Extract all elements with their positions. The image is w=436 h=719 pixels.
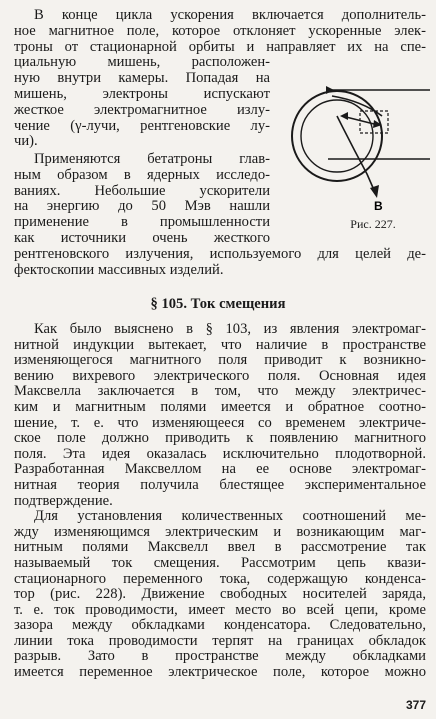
text-line: называемый ток смещения. Рассмотрим цепь квази- xyxy=(14,554,426,571)
section-heading: § 105. Ток смещения xyxy=(150,296,286,312)
text-line: фектоскопии массивных изделий. xyxy=(14,261,224,278)
text-line: изменяющегося магнитного поля приводит к возникно- xyxy=(14,352,426,369)
text-line: чение (γ-лучи, рентгеновские лу- xyxy=(14,117,270,134)
text-line: как источники очень жесткого xyxy=(14,229,270,246)
text-line: ное магнитное поле, которое отклоняет ускоренные элек- xyxy=(14,22,426,39)
text-line: ким и магнитным полями имеется и обратное соотно- xyxy=(14,398,426,415)
section-body xyxy=(14,322,426,681)
text-line: имеется переменное электрическое поле, которое можно xyxy=(14,664,426,681)
text-line: нитной индукции вытекает, что наличие в пространстве xyxy=(14,336,426,353)
text-line: ную внутри камеры. Попадая на xyxy=(14,70,270,87)
text-line: поля. Эта идея оказалась исключительно плодотворной. xyxy=(14,445,426,462)
text-line: Применяются бетатроны глав- xyxy=(34,151,270,167)
text-line: троны от стационарной орбиты и направляет их на спе- xyxy=(14,38,426,55)
text-line: вению вихревого электрического поля. Основная идея xyxy=(14,367,426,384)
text-line: Разработанная Максвеллом на ее основе электромаг- xyxy=(14,461,426,478)
text-line: циальную мишень, расположен- xyxy=(14,54,270,71)
text-line: нитным полями Максвелл ввел в рассмотрение так xyxy=(14,539,426,556)
text-line: Максвелла заключается в том, что между электричес- xyxy=(14,383,426,400)
text-line: нитная теория получила блестящее экспериментальное xyxy=(14,476,426,493)
text-line: ным образом в ядерных исследо- xyxy=(14,166,270,183)
text-line: применение в промышленности xyxy=(14,214,270,231)
figure-caption: Рис. 227. xyxy=(350,217,396,231)
text-line: шение, т. е. что изменяющееся со временем электриче- xyxy=(14,414,426,431)
text-line: Для установления количественных соотношений ме- xyxy=(34,508,426,525)
text-line: В конце цикла ускорения включается дополнитель- xyxy=(34,7,426,23)
text-line: линии тока проводимости терпят на границах обкладок xyxy=(14,632,426,649)
text-line: разрыв. Зато в пространстве между обкладками xyxy=(14,648,426,665)
text-line: т. е. ток проводимости, имеет место во всей цепи, кроме xyxy=(14,601,426,618)
text-line: подтверждение. xyxy=(14,492,113,509)
text-line: ваниях. Небольшие ускорители xyxy=(14,182,270,199)
text-line: зазора между обкладками конденсатора. Следовательно, xyxy=(14,617,426,634)
text-line: жду изменяющимся электрическим и возникающим маг- xyxy=(14,523,426,540)
label-b: B xyxy=(374,199,383,213)
text-line: стационарного переменного тока, содержащую конденса- xyxy=(14,570,426,587)
text-line: мишень, электроны испускают xyxy=(14,85,270,102)
text-line: Как было выяснено в § 103, из явления электромаг- xyxy=(34,321,426,337)
text-line: на энергию до 50 Мэв нашли xyxy=(14,198,270,215)
text-line: тор (рис. 228). Движение свободных носителей заряда, xyxy=(14,586,426,603)
betatron-diagram xyxy=(282,76,432,216)
page-number: 377 xyxy=(405,698,426,712)
text-line: чи). xyxy=(14,133,38,150)
text-line: рентгеновского излучения, используемого для целей де- xyxy=(14,245,426,262)
text-line: жесткое электромагнитное излу- xyxy=(14,101,270,118)
figure-227 xyxy=(282,76,432,261)
text-line: ское поле должно приводить к появлению магнитного xyxy=(14,430,426,447)
